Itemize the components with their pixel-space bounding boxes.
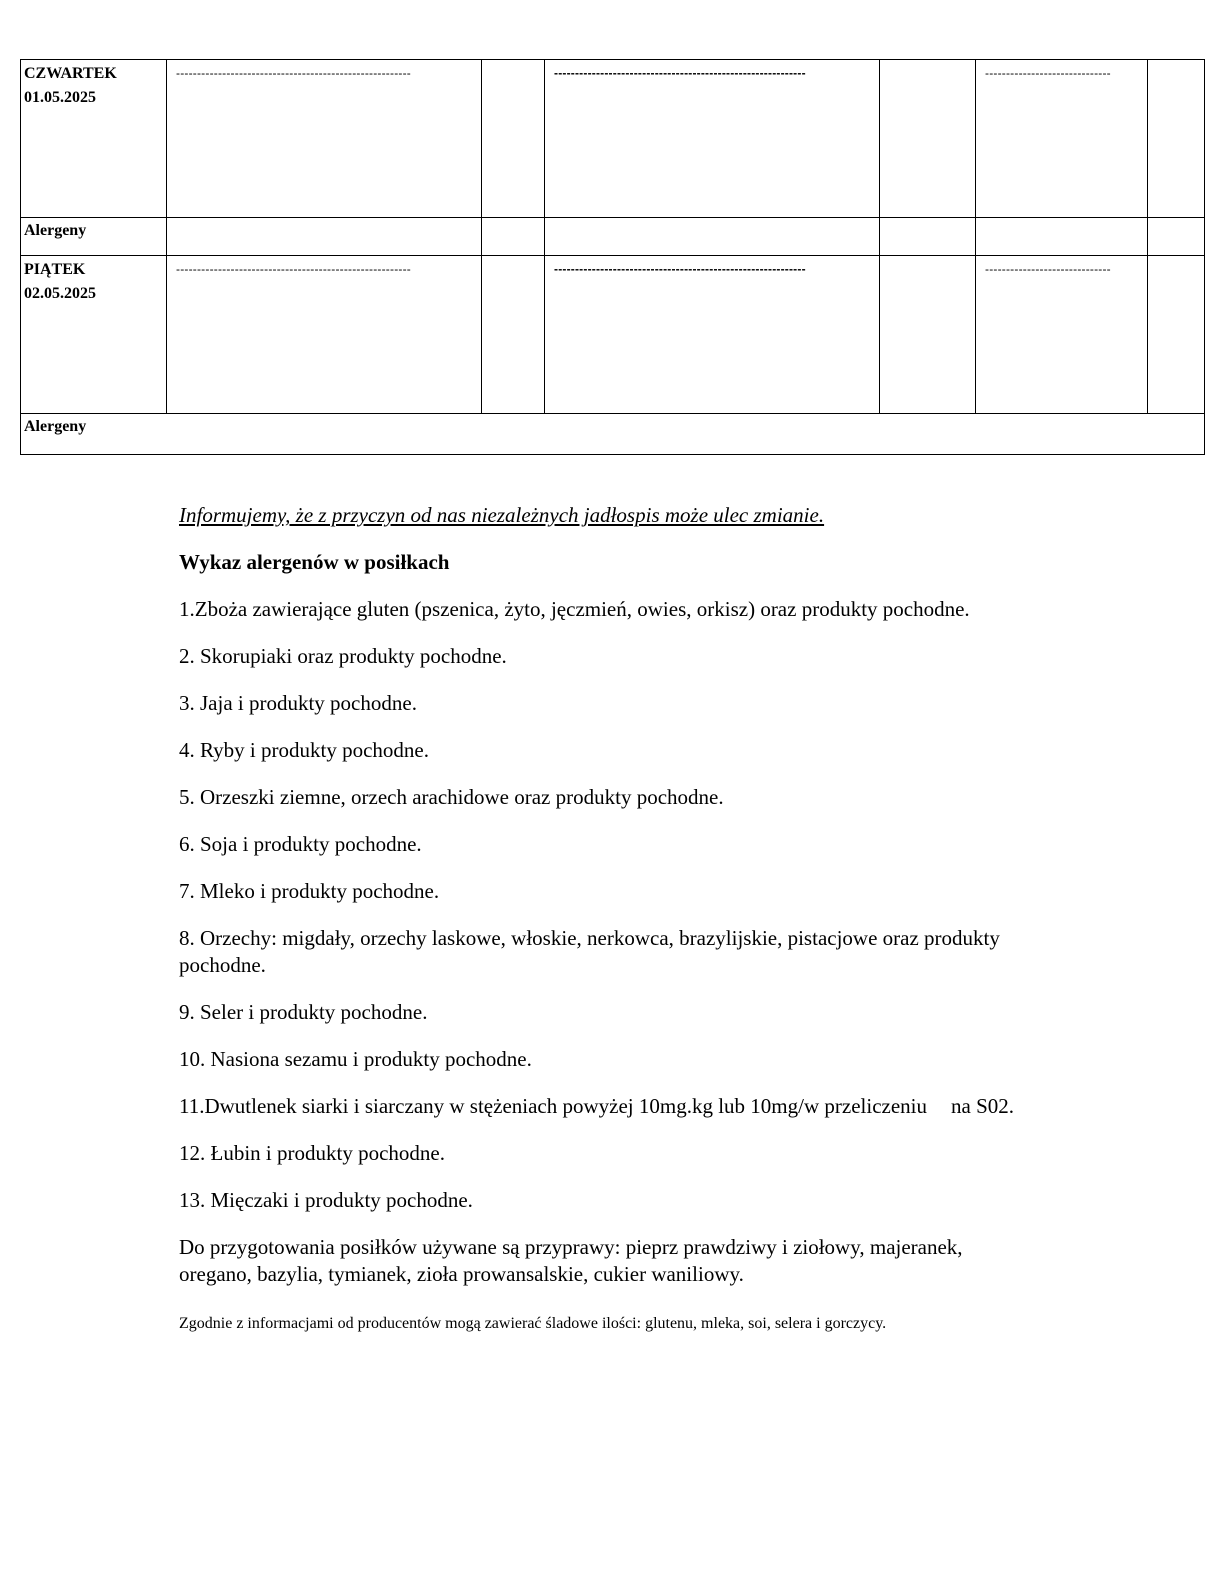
allergen-item: 5. Orzeszki ziemne, orzech arachidowe oraz produkty pochodne. [179, 785, 724, 809]
allergens-row [21, 218, 1205, 256]
allergen-11-text: 11.Dwutlenek siarki i siarczany w stężeniach powyżej 10mg.kg lub 10mg/w przeliczeniu [179, 1094, 927, 1118]
allergen-11-tail: na S02. [951, 1094, 1014, 1118]
allergens-row-last [21, 414, 1205, 455]
day-cell [21, 256, 167, 414]
allergens-cell [1148, 218, 1205, 256]
meal-cell: ------------------------------------------------------------ [545, 60, 880, 218]
allergens-cell [167, 218, 482, 256]
day-name: CZWARTEK [24, 65, 117, 82]
allergen-item: 1.Zboża zawierające gluten (pszenica, żyto, jęczmień, owies, orkisz) oraz produkty pochodne. [179, 597, 970, 621]
meal-cell-empty [1148, 60, 1205, 218]
meal-cell-empty [880, 256, 976, 414]
notes-section [179, 502, 1139, 1354]
allergen-item: 12. Łubin i produkty pochodne. [179, 1141, 445, 1165]
meal-cell: -------------------------------------------------------- [167, 256, 482, 414]
allergens-cell [976, 218, 1148, 256]
meal-cell: -------------------------------------------------------- [167, 60, 482, 218]
day-row-thursday [21, 60, 1205, 218]
allergen-item: 3. Jaja i produkty pochodne. [179, 691, 417, 715]
allergen-item-11 [179, 1093, 1139, 1120]
allergen-item: 9. Seler i produkty pochodne. [179, 1000, 428, 1024]
allergens-cell [482, 218, 545, 256]
meal-cell-empty [482, 256, 545, 414]
meal-cell-empty [1148, 256, 1205, 414]
allergen-item: 13. Mięczaki i produkty pochodne. [179, 1188, 473, 1212]
meal-cell-empty [482, 60, 545, 218]
allergen-item: 4. Ryby i produkty pochodne. [179, 738, 429, 762]
day-date: 01.05.2025 [24, 89, 96, 106]
allergen-item: 7. Mleko i produkty pochodne. [179, 879, 440, 903]
day-row-friday [21, 256, 1205, 414]
day-date: 02.05.2025 [24, 285, 96, 302]
allergens-heading: Wykaz alergenów w posiłkach [179, 550, 450, 574]
day-name: PIĄTEK [24, 261, 86, 278]
allergen-item: 8. Orzechy: migdały, orzechy laskowe, włoskie, nerkowca, brazylijskie, pistacjowe oraz produkty pochodne. [179, 926, 1000, 977]
allergens-label: Alergeny [21, 218, 167, 256]
allergen-item: 6. Soja i produkty pochodne. [179, 832, 422, 856]
allergen-item: 2. Skorupiaki oraz produkty pochodne. [179, 644, 507, 668]
meal-cell: ------------------------------ [976, 256, 1148, 414]
allergen-item: 10. Nasiona sezamu i produkty pochodne. [179, 1047, 532, 1071]
allergens-cell [545, 218, 880, 256]
info-notice: Informujemy, że z przyczyn od nas niezależnych jadłospis może ulec zmianie. [179, 503, 825, 527]
traces-note: Zgodnie z informacjami od producentów mogą zawierać śladowe ilości: glutenu, mleka, soi, selera i gorczycy. [179, 1315, 887, 1332]
spices-note: Do przygotowania posiłków używane są przyprawy: pieprz prawdziwy i ziołowy, majeranek, oregano, bazylia, tymianek, zioła prowansalskie, cukier waniliowy. [179, 1235, 963, 1286]
meal-cell: ------------------------------------------------------------ [545, 256, 880, 414]
day-cell [21, 60, 167, 218]
meal-cell-empty [880, 60, 976, 218]
meal-cell: ------------------------------ [976, 60, 1148, 218]
allergens-label: Alergeny [21, 414, 1205, 455]
menu-table [20, 59, 1205, 455]
allergens-cell [880, 218, 976, 256]
